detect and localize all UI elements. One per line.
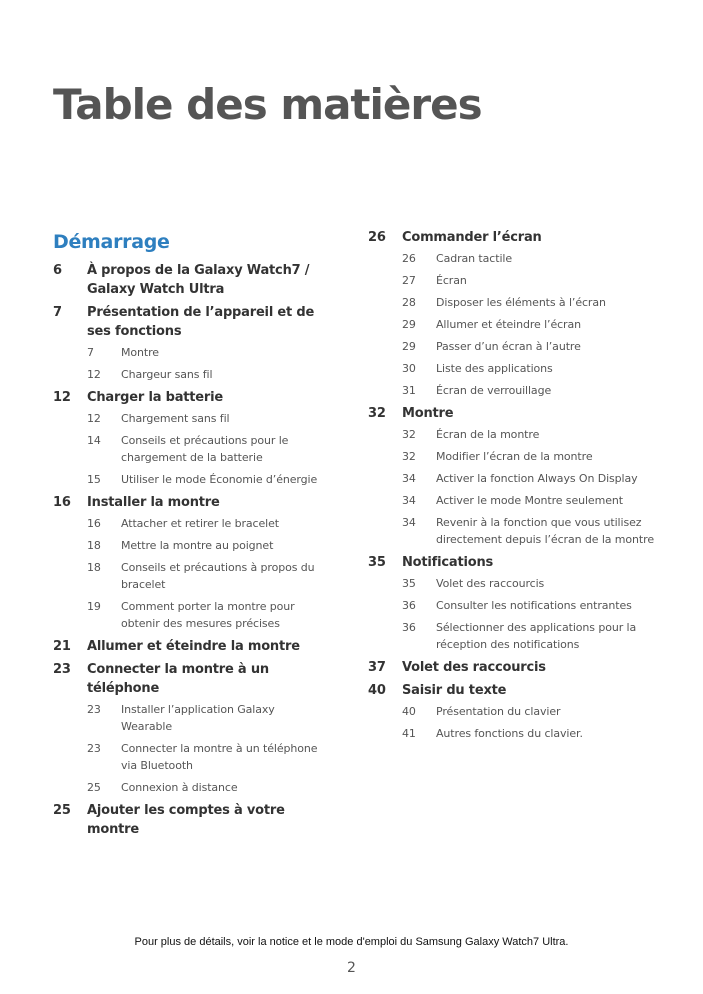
toc-subentry[interactable] [402, 338, 668, 355]
subentry-title: Écran [436, 274, 467, 287]
toc-chapter-block [53, 303, 328, 383]
subentry-title: Installer l’application Galaxy Wearable [121, 703, 275, 733]
chapter-title: Saisir du texte [402, 683, 507, 698]
toc-chapter-block [368, 553, 668, 653]
toc-subentry[interactable] [87, 410, 328, 427]
chapter-title: Présentation de l’appareil et de ses fonctions [87, 305, 315, 339]
subentry-page-number: 18 [87, 539, 101, 552]
subentry-title: Allumer et éteindre l’écran [436, 318, 581, 331]
toc-list-left [53, 261, 328, 839]
toc-subentry[interactable] [87, 598, 328, 632]
subentry-page-number: 30 [402, 362, 416, 375]
chapter-title: Montre [402, 406, 454, 421]
subentry-page-number: 14 [87, 434, 101, 447]
chapter-title: Charger la batterie [87, 390, 224, 405]
toc-chapter-block [53, 637, 328, 656]
chapter-page-number: 7 [53, 305, 62, 320]
toc-chapter-block [53, 261, 328, 299]
toc-subentry[interactable] [402, 382, 668, 399]
subentry-title: Activer le mode Montre seulement [436, 494, 623, 507]
chapter-title: Notifications [402, 555, 494, 570]
subentry-title: Conseils et précautions pour le chargement de la batterie [121, 434, 289, 464]
subentry-title: Attacher et retirer le bracelet [121, 517, 279, 530]
subentry-title: Activer la fonction Always On Display [436, 472, 638, 485]
subentry-title: Revenir à la fonction que vous utilisez directement depuis l’écran de la montre [436, 516, 654, 546]
subentry-page-number: 23 [87, 703, 101, 716]
toc-subentry[interactable] [87, 471, 328, 488]
subentry-title: Disposer les éléments à l’écran [436, 296, 606, 309]
subentry-page-number: 34 [402, 516, 416, 529]
chapter-page-number: 16 [53, 495, 71, 510]
subentry-title: Comment porter la montre pour obtenir des mesures précises [121, 600, 295, 630]
toc-subentry[interactable] [402, 316, 668, 333]
subentry-page-number: 32 [402, 428, 416, 441]
toc-chapter[interactable] [53, 303, 328, 341]
toc-right-column [368, 228, 668, 747]
chapter-page-number: 6 [53, 263, 62, 278]
toc-subentry[interactable] [402, 470, 668, 487]
subentry-page-number: 36 [402, 621, 416, 634]
subentry-title: Consulter les notifications entrantes [436, 599, 632, 612]
subentry-title: Volet des raccourcis [436, 577, 545, 590]
toc-subentry[interactable] [402, 294, 668, 311]
chapter-page-number: 37 [368, 660, 386, 675]
subentry-page-number: 27 [402, 274, 416, 287]
chapter-title: Allumer et éteindre la montre [87, 639, 300, 654]
subentry-title: Liste des applications [436, 362, 553, 375]
subentry-page-number: 19 [87, 600, 101, 613]
subentry-page-number: 40 [402, 705, 416, 718]
toc-left-column [53, 228, 328, 843]
subentry-page-number: 26 [402, 252, 416, 265]
toc-chapter[interactable] [368, 681, 668, 700]
subentry-page-number: 18 [87, 561, 101, 574]
toc-chapter[interactable] [53, 660, 328, 698]
toc-chapter[interactable] [368, 228, 668, 247]
subentry-page-number: 23 [87, 742, 101, 755]
toc-subentry[interactable] [87, 537, 328, 554]
toc-subentry[interactable] [87, 432, 328, 466]
toc-chapter[interactable] [53, 388, 328, 407]
subentry-title: Écran de verrouillage [436, 384, 552, 397]
toc-chapter[interactable] [368, 553, 668, 572]
subentry-page-number: 35 [402, 577, 416, 590]
subentry-page-number: 41 [402, 727, 416, 740]
toc-chapter-block [368, 404, 668, 548]
toc-subentry[interactable] [402, 426, 668, 443]
chapter-page-number: 25 [53, 803, 71, 818]
subentry-page-number: 12 [87, 412, 101, 425]
toc-subentry[interactable] [87, 515, 328, 532]
section-heading: Démarrage [53, 231, 170, 253]
page-title: Table des matières [53, 80, 482, 129]
chapter-title: Volet des raccourcis [402, 660, 546, 675]
subentry-title: Mettre la montre au poignet [121, 539, 274, 552]
subentry-title: Chargeur sans fil [121, 368, 213, 381]
toc-subentry[interactable] [87, 779, 328, 796]
toc-subentry[interactable] [87, 740, 328, 774]
chapter-page-number: 26 [368, 230, 386, 245]
subentry-title: Chargement sans fil [121, 412, 230, 425]
chapter-title: À propos de la Galaxy Watch7 / Galaxy Watch Ultra [87, 263, 310, 297]
chapter-title: Commander l’écran [402, 230, 542, 245]
subentry-title: Modifier l’écran de la montre [436, 450, 593, 463]
toc-subentry[interactable] [402, 514, 668, 548]
toc-chapter-block [53, 801, 328, 839]
toc-chapter[interactable] [53, 637, 328, 656]
chapter-title: Installer la montre [87, 495, 220, 510]
toc-subentry[interactable] [87, 559, 328, 593]
chapter-page-number: 32 [368, 406, 386, 421]
subentry-page-number: 34 [402, 472, 416, 485]
toc-subentry[interactable] [402, 272, 668, 289]
toc-chapter-block [368, 681, 668, 742]
toc-subentry[interactable] [87, 366, 328, 383]
toc-subentry[interactable] [402, 492, 668, 509]
subentry-title: Montre [121, 346, 159, 359]
subentry-title: Sélectionner des applications pour la réception des notifications [436, 621, 637, 651]
toc-subentry[interactable] [402, 725, 668, 742]
toc-chapter[interactable] [53, 493, 328, 512]
subentry-page-number: 31 [402, 384, 416, 397]
chapter-page-number: 35 [368, 555, 386, 570]
subentry-page-number: 28 [402, 296, 416, 309]
chapter-page-number: 23 [53, 662, 71, 677]
subentry-page-number: 16 [87, 517, 101, 530]
subentry-page-number: 29 [402, 318, 416, 331]
toc-chapter[interactable] [368, 404, 668, 423]
toc-chapter[interactable] [368, 658, 668, 677]
toc-subentry[interactable] [402, 360, 668, 377]
toc-chapter-block [53, 660, 328, 796]
subentry-page-number: 12 [87, 368, 101, 381]
toc-subentry[interactable] [402, 250, 668, 267]
subentry-title: Présentation du clavier [436, 705, 561, 718]
toc-subentry[interactable] [87, 701, 328, 735]
chapter-page-number: 40 [368, 683, 386, 698]
chapter-title: Connecter la montre à un téléphone [87, 662, 269, 696]
chapter-title: Ajouter les comptes à votre montre [87, 803, 285, 837]
subentry-title: Écran de la montre [436, 428, 540, 441]
subentry-page-number: 34 [402, 494, 416, 507]
toc-list-right [368, 228, 668, 742]
subentry-page-number: 7 [87, 346, 94, 359]
toc-chapter[interactable] [53, 261, 328, 299]
toc-subentry[interactable] [402, 703, 668, 720]
subentry-title: Utiliser le mode Économie d’énergie [121, 473, 318, 486]
subentry-title: Connexion à distance [121, 781, 238, 794]
toc-chapter-block [53, 388, 328, 488]
toc-subentry[interactable] [87, 344, 328, 361]
toc-chapter-block [368, 228, 668, 399]
toc-chapter-block [53, 493, 328, 632]
subentry-title: Conseils et précautions à propos du bracelet [121, 561, 315, 591]
toc-subentry[interactable] [402, 597, 668, 614]
subentry-page-number: 25 [87, 781, 101, 794]
toc-chapter-block [368, 658, 668, 677]
subentry-title: Cadran tactile [436, 252, 513, 265]
toc-subentry[interactable] [402, 619, 668, 653]
subentry-page-number: 15 [87, 473, 101, 486]
subentry-title: Autres fonctions du clavier. [436, 727, 583, 740]
subentry-page-number: 29 [402, 340, 416, 353]
toc-subentry[interactable] [402, 575, 668, 592]
chapter-page-number: 12 [53, 390, 71, 405]
subentry-page-number: 36 [402, 599, 416, 612]
footer-note: Pour plus de détails, voir la notice et le mode d'emploi du Samsung Galaxy Watch7 Ultra. [134, 936, 569, 948]
toc-chapter[interactable] [53, 801, 328, 839]
chapter-page-number: 21 [53, 639, 71, 654]
subentry-page-number: 32 [402, 450, 416, 463]
subentry-title: Connecter la montre à un téléphone via Bluetooth [121, 742, 318, 772]
toc-subentry[interactable] [402, 448, 668, 465]
page-number: 2 [347, 960, 356, 976]
subentry-title: Passer d’un écran à l’autre [436, 340, 581, 353]
